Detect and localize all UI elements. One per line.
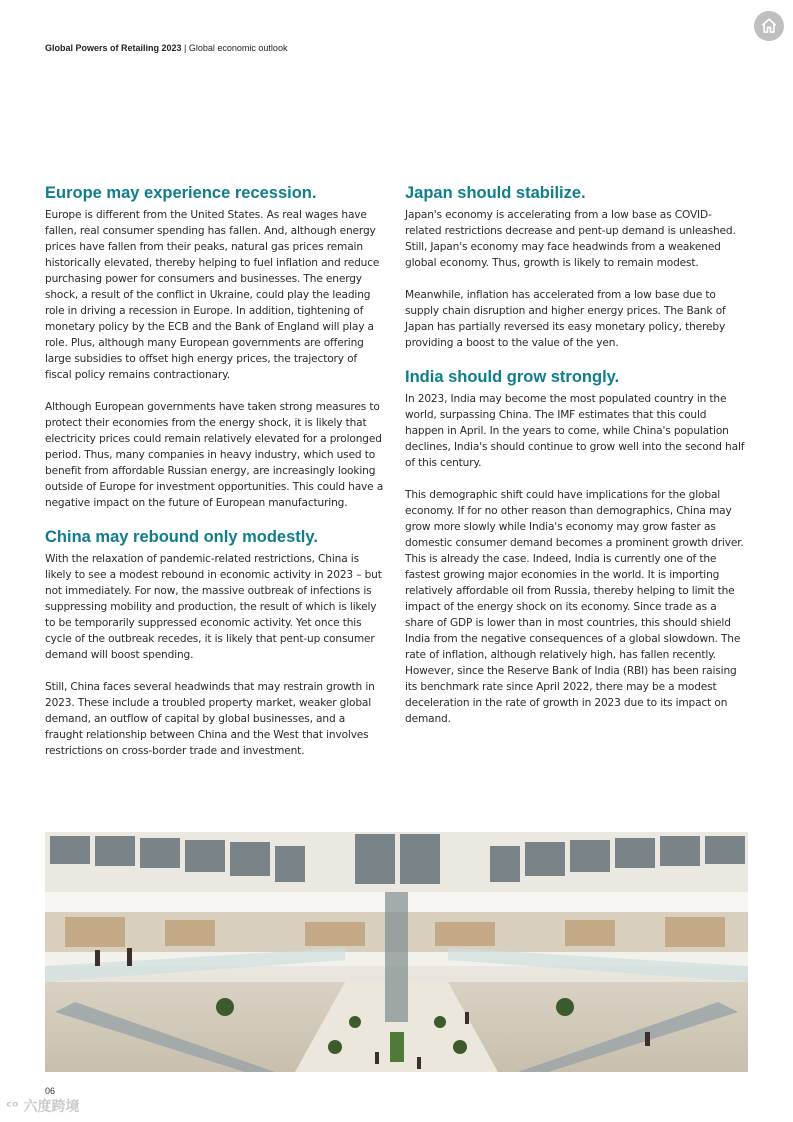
japan-paragraph-2: Meanwhile, inflation has accelerated from a low base due to supply chain disruption and higher energy prices. The Bank of Japan has partially reversed its easy monetary policy, thereby providing a boost to the value of the yen. — [405, 289, 726, 349]
section-title: Global economic outlook — [188, 43, 288, 53]
china-heading: China may rebound only modestly. — [45, 528, 318, 546]
right-column — [405, 183, 745, 743]
japan-heading: Japan should stabilize. — [405, 184, 586, 202]
europe-paragraph-2: Although European governments have taken strong measures to protect their economies from the energy shock, it is likely that electricity prices could remain relatively elevated for a prolonged period. Thus, many companies in heavy industry, which used to benefit from affordable Russian energy, are increasingly looking outside of Europe for investment opportunities. This could have a negative impact on the future of European manufacturing. — [45, 401, 384, 509]
india-paragraph-1: In 2023, India may become the most populated country in the world, surpassing China. The IMF estimates that this could happen in April. In the years to come, while China's population declines, India's should continue to grow well into the second half of this century. — [405, 393, 745, 469]
india-paragraph-2: This demographic shift could have implications for the global economy. If for no other reason than demographics, China may grow more slowly while India's economy may grow faster as domestic consumer demand becomes a prominent growth driver. This is already the case. Indeed, India is currently one of the fastest growing major economies in the world. It is importing relatively affordable oil from Russia, thereby helping to limit the impact of the energy shock on its economy. Since trade as a share of GDP is lower than in most countries, this should shield India from the negative consequences of a global slowdown. The rate of inflation, although relatively high, has fallen recently. However, since the Reserve Bank of India (RBI) has been raising its benchmark rate since April 2022, there may be a modest deceleration in the rate of growth in 2023 due to its impact on demand. — [405, 489, 744, 725]
report-title: Global Powers of Retailing 2023 — [45, 43, 182, 53]
japan-section — [405, 183, 745, 351]
china-paragraph-1: With the relaxation of pandemic-related restrictions, China is likely to see a modest rebound in economic activity in 2023 – but not immediately. For now, the massive outbreak of infections is suppressing mobility and production, the result of which is likely to be temporarily suppressed economic activity. Yet once this cycle of the outbreak recedes, it is likely that pent-up consumer demand will boost spending. — [45, 553, 382, 661]
page-number: 06 — [45, 1086, 56, 1096]
mall-atrium-illustration — [45, 832, 748, 1072]
europe-paragraph-1: Europe is different from the United States. As real wages have fallen, real consumer spending has fallen. And, although energy prices have fallen from their peaks, natural gas prices remain historically elevated, thereby helping to fuel inflation and reduce purchasing power for consumers and businesses. The energy shock, a result of the conflict in Ukraine, could play the leading role in driving a recession in Europe. In addition, tightening of monetary policy by the ECB and the Bank of England will play a role. Plus, although many European governments are offering large subsidies to offset high energy prices, the trajectory of fiscal policy remains contractionary. — [45, 209, 380, 381]
china-paragraph-2: Still, China faces several headwinds that may restrain growth in 2023. These include a troubled property market, weaker global demand, an outflow of capital by global businesses, and a fraught relationship between China and the West that involves restrictions on cross-border trade and investment. — [45, 681, 375, 757]
header-separator: | — [181, 43, 189, 53]
home-icon — [760, 17, 778, 35]
shopping-mall-photo — [45, 832, 748, 1072]
india-heading: India should grow strongly. — [405, 368, 620, 386]
watermark-text: 六度跨境 — [23, 1099, 80, 1115]
left-column — [45, 183, 385, 775]
europe-heading: Europe may experience recession. — [45, 184, 317, 202]
watermark-logo: ᶜᵒ 六度跨境 — [6, 1099, 80, 1115]
india-section — [405, 367, 745, 727]
europe-section — [45, 183, 385, 511]
china-section — [45, 527, 385, 759]
home-button[interactable] — [754, 11, 784, 41]
japan-paragraph-1: Japan's economy is accelerating from a low base as COVID-related restrictions decrease and pent-up demand is unleashed. Still, Japan's economy may face headwinds from a weakened global economy. Thus, growth is likely to remain modest. — [405, 209, 736, 269]
page-header — [45, 43, 287, 53]
